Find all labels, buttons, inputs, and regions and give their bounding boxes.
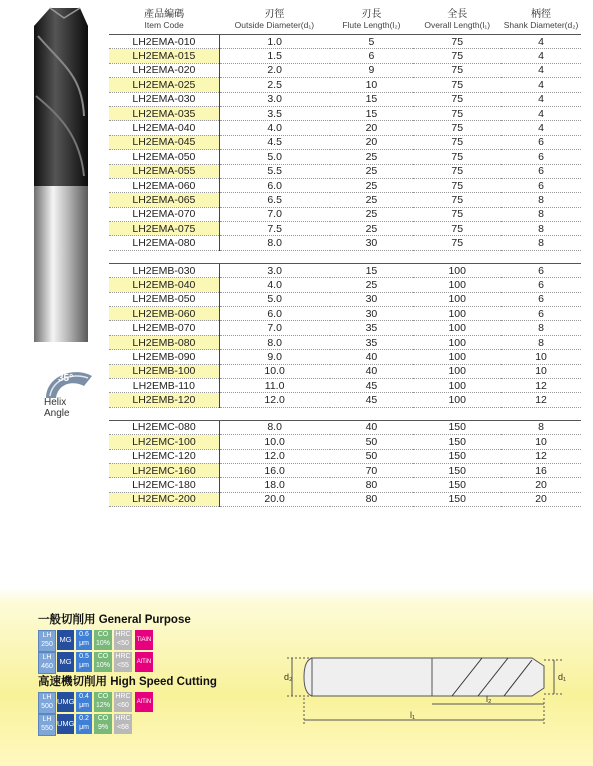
overall-length-cell: 75 <box>413 236 501 250</box>
hardness-chip-text: HRC <box>115 715 131 722</box>
shank-diameter-cell: 6 <box>501 263 581 277</box>
table-row <box>109 435 581 449</box>
flute-length-cell: 25 <box>330 222 414 236</box>
overall-length-cell: 75 <box>413 178 501 192</box>
flute-length-cell: 40 <box>330 350 414 364</box>
grain-size-chip <box>76 714 92 734</box>
table-row <box>109 463 581 477</box>
item-code-cell: LH2EMB-060 <box>109 307 219 321</box>
item-code-cell: LH2EMC-160 <box>109 463 219 477</box>
general-purpose-title-zh: 一般切削用 <box>38 614 96 626</box>
overall-length-cell: 150 <box>413 420 501 434</box>
hardness-chip <box>114 692 132 712</box>
flute-length-cell: 50 <box>330 435 414 449</box>
grain-size-chip-text: μm <box>79 724 89 731</box>
table-row <box>109 278 581 292</box>
outside-diameter-cell: 10.0 <box>219 364 329 378</box>
end-mill-dimension-diagram <box>282 636 572 736</box>
grade-code-chip-text: LH <box>42 694 52 701</box>
flute-length-cell: 80 <box>330 492 414 506</box>
separator-cell <box>109 407 581 420</box>
shank-diameter-cell: 6 <box>501 307 581 321</box>
hardness-chip-text: <50 <box>117 640 129 647</box>
helix-label-line2: Angle <box>44 408 70 419</box>
flute-length-cell: 40 <box>330 420 414 434</box>
coating-chip-text: AlTiN <box>136 699 152 705</box>
material-chip <box>57 652 74 672</box>
shank-diameter-cell: 4 <box>501 63 581 77</box>
grain-size-chip-text: μm <box>79 702 89 709</box>
shank-diameter-cell: 6 <box>501 178 581 192</box>
flute-length-cell: 80 <box>330 478 414 492</box>
item-code-cell: LH2EMC-200 <box>109 492 219 506</box>
outside-diameter-cell: 5.5 <box>219 164 329 178</box>
outside-diameter-cell: 7.5 <box>219 222 329 236</box>
high-speed-title <box>38 673 217 689</box>
high-speed-title-en: High Speed Cutting <box>110 676 217 688</box>
item-code-cell: LH2EMA-050 <box>109 150 219 164</box>
table-row <box>109 193 581 207</box>
item-code-cell: LH2EMA-060 <box>109 178 219 192</box>
diagram-label-d2: d₂ <box>284 672 293 682</box>
item-code-cell: LH2EMB-040 <box>109 278 219 292</box>
overall-length-cell: 75 <box>413 106 501 120</box>
grain-size-chip-text: 0.5 <box>79 653 89 660</box>
outside-diameter-cell: 6.0 <box>219 178 329 192</box>
table-row <box>109 393 581 407</box>
grade-code-chip-text: LH <box>42 716 52 723</box>
outside-diameter-cell: 5.0 <box>219 150 329 164</box>
flute-length-cell: 15 <box>330 263 414 277</box>
table-row <box>109 292 581 306</box>
shank-diameter-cell: 8 <box>501 236 581 250</box>
flute-length-cell: 15 <box>330 106 414 120</box>
cobalt-chip-text: CO <box>97 693 109 700</box>
flute-length-cell: 10 <box>330 78 414 92</box>
overall-length-cell: 100 <box>413 393 501 407</box>
shank-diameter-cell: 10 <box>501 350 581 364</box>
table-row <box>109 335 581 349</box>
coating-chip <box>135 630 153 650</box>
shank-diameter-cell: 4 <box>501 49 581 63</box>
cobalt-chip-text: 12% <box>95 702 110 709</box>
flute-length-cell: 6 <box>330 49 414 63</box>
separator-cell <box>109 250 581 263</box>
flute-length-cell: 30 <box>330 236 414 250</box>
flute-length-cell: 5 <box>330 35 414 49</box>
hardness-chip-text: HRC <box>115 631 131 638</box>
grade-code-chip-text: 550 <box>41 725 53 732</box>
shank-diameter-cell: 10 <box>501 435 581 449</box>
hardness-chip-text: HRC <box>115 693 131 700</box>
hardness-chip <box>114 630 132 650</box>
grade-code-chip <box>38 692 56 714</box>
overall-length-cell: 150 <box>413 463 501 477</box>
shank-diameter-cell: 6 <box>501 292 581 306</box>
grain-size-chip-text: 0.2 <box>79 715 89 722</box>
flute-length-cell: 70 <box>330 463 414 477</box>
table-row <box>109 135 581 149</box>
overall-length-cell: 100 <box>413 263 501 277</box>
shank-diameter-cell: 8 <box>501 321 581 335</box>
outside-diameter-cell: 7.0 <box>219 207 329 221</box>
overall-length-cell: 100 <box>413 364 501 378</box>
table-row <box>109 121 581 135</box>
cobalt-chip <box>94 630 112 650</box>
outside-diameter-cell: 2.5 <box>219 78 329 92</box>
header-flute-length: Flute Length(l₂) <box>330 20 414 35</box>
item-code-cell: LH2EMB-120 <box>109 393 219 407</box>
table-row <box>109 263 581 277</box>
overall-length-cell: 75 <box>413 222 501 236</box>
flute-length-cell: 35 <box>330 321 414 335</box>
table-row <box>109 364 581 378</box>
cobalt-chip <box>94 714 112 734</box>
cobalt-chip-text: CO <box>97 653 109 660</box>
material-chip <box>57 630 74 650</box>
table-row <box>109 92 581 106</box>
outside-diameter-cell: 12.0 <box>219 393 329 407</box>
hardness-chip <box>114 652 132 672</box>
grade-code-chip <box>38 714 56 736</box>
header-row-en <box>109 20 581 35</box>
outside-diameter-cell: 16.0 <box>219 463 329 477</box>
item-code-cell: LH2EMA-015 <box>109 49 219 63</box>
diagram-label-d1: d₁ <box>558 672 567 682</box>
shank-diameter-cell: 8 <box>501 193 581 207</box>
table-row <box>109 63 581 77</box>
coating-chip <box>135 652 153 672</box>
shank-diameter-cell: 20 <box>501 492 581 506</box>
item-code-cell: LH2EMB-090 <box>109 350 219 364</box>
overall-length-cell: 75 <box>413 207 501 221</box>
overall-length-cell: 100 <box>413 335 501 349</box>
item-code-cell: LH2EMA-075 <box>109 222 219 236</box>
diagram-label-l2: l₂ <box>486 694 492 704</box>
item-code-cell: LH2EMC-100 <box>109 435 219 449</box>
header-row-zh <box>109 5 581 20</box>
diagram-label-l1: l₁ <box>410 710 416 720</box>
shank-diameter-cell: 6 <box>501 135 581 149</box>
material-chip-text: MG <box>59 635 72 644</box>
table-row <box>109 420 581 434</box>
item-code-cell: LH2EMB-110 <box>109 378 219 392</box>
item-code-cell: LH2EMA-030 <box>109 92 219 106</box>
overall-length-cell: 100 <box>413 307 501 321</box>
shank-diameter-cell: 12 <box>501 393 581 407</box>
shank-diameter-cell: 12 <box>501 378 581 392</box>
flute-length-cell: 20 <box>330 135 414 149</box>
outside-diameter-cell: 6.0 <box>219 307 329 321</box>
coating-chip-text: TiAlN <box>136 637 152 643</box>
outside-diameter-cell: 1.0 <box>219 35 329 49</box>
outside-diameter-cell: 3.0 <box>219 92 329 106</box>
flute-length-cell: 50 <box>330 449 414 463</box>
item-code-cell: LH2EMA-040 <box>109 121 219 135</box>
flute-length-cell: 25 <box>330 207 414 221</box>
grade-code-chip-text: LH <box>42 654 52 661</box>
item-code-cell: LH2EMB-050 <box>109 292 219 306</box>
spec-table <box>109 5 581 507</box>
shank-diameter-cell: 4 <box>501 35 581 49</box>
table-row <box>109 222 581 236</box>
spec-table-body <box>109 35 581 507</box>
cobalt-chip <box>94 692 112 712</box>
item-code-cell: LH2EMA-070 <box>109 207 219 221</box>
cobalt-chip-text: CO <box>97 631 109 638</box>
overall-length-cell: 100 <box>413 378 501 392</box>
grade-code-chip <box>38 630 56 652</box>
header-shank-diameter-zh: 柄徑 <box>531 9 552 20</box>
end-mill-image <box>24 6 96 346</box>
item-code-cell: LH2EMA-010 <box>109 35 219 49</box>
flute-length-cell: 25 <box>330 150 414 164</box>
overall-length-cell: 75 <box>413 78 501 92</box>
outside-diameter-cell: 4.0 <box>219 121 329 135</box>
general-purpose-title <box>38 611 191 627</box>
item-code-cell: LH2EMA-025 <box>109 78 219 92</box>
header-overall-length: Overall Length(l₁) <box>413 20 501 35</box>
outside-diameter-cell: 9.0 <box>219 350 329 364</box>
outside-diameter-cell: 4.5 <box>219 135 329 149</box>
outside-diameter-cell: 10.0 <box>219 435 329 449</box>
overall-length-cell: 75 <box>413 193 501 207</box>
table-row <box>109 236 581 250</box>
shank-diameter-cell: 4 <box>501 121 581 135</box>
shank-diameter-cell: 20 <box>501 478 581 492</box>
shank-diameter-cell: 8 <box>501 222 581 236</box>
grade-code-chip <box>38 652 56 674</box>
cobalt-chip-text: 10% <box>95 662 110 669</box>
item-code-cell: LH2EMA-055 <box>109 164 219 178</box>
item-code-cell: LH2EMB-030 <box>109 263 219 277</box>
outside-diameter-cell: 1.5 <box>219 49 329 63</box>
grain-size-chip <box>76 652 92 672</box>
flute-length-cell: 45 <box>330 393 414 407</box>
grain-size-chip-text: 0.4 <box>79 693 89 700</box>
flute-length-cell: 30 <box>330 292 414 306</box>
material-chip-text: MG <box>59 657 72 666</box>
header-shank-diameter: Shank Diameter(d₂) <box>501 20 581 35</box>
material-chip-text: UMG <box>57 719 75 728</box>
overall-length-cell: 100 <box>413 350 501 364</box>
overall-length-cell: 75 <box>413 121 501 135</box>
hardness-chip <box>114 714 132 734</box>
flute-length-cell: 25 <box>330 178 414 192</box>
cobalt-chip-text: CO <box>97 715 109 722</box>
overall-length-cell: 150 <box>413 449 501 463</box>
flute-length-cell: 15 <box>330 92 414 106</box>
overall-length-cell: 75 <box>413 35 501 49</box>
outside-diameter-cell: 5.0 <box>219 292 329 306</box>
table-row <box>109 378 581 392</box>
overall-length-cell: 75 <box>413 63 501 77</box>
header-outside-diameter: Outside Diameter(d₁) <box>219 20 329 35</box>
shank-diameter-cell: 4 <box>501 78 581 92</box>
item-code-cell: LH2EMB-100 <box>109 364 219 378</box>
table-row <box>109 478 581 492</box>
outside-diameter-cell: 11.0 <box>219 378 329 392</box>
outside-diameter-cell: 6.5 <box>219 193 329 207</box>
item-code-cell: LH2EMB-070 <box>109 321 219 335</box>
table-row <box>109 307 581 321</box>
overall-length-cell: 150 <box>413 492 501 506</box>
outside-diameter-cell: 3.5 <box>219 106 329 120</box>
grain-size-chip-text: 0.6 <box>79 631 89 638</box>
outside-diameter-cell: 4.0 <box>219 278 329 292</box>
item-code-cell: LH2EMA-035 <box>109 106 219 120</box>
grade-code-chip-text: 460 <box>41 663 53 670</box>
item-code-cell: LH2EMA-020 <box>109 63 219 77</box>
outside-diameter-cell: 3.0 <box>219 263 329 277</box>
header-flute-length-zh: 刃長 <box>361 9 382 20</box>
item-code-cell: LH2EMA-045 <box>109 135 219 149</box>
material-chip <box>57 714 74 734</box>
outside-diameter-cell: 7.0 <box>219 321 329 335</box>
table-row <box>109 106 581 120</box>
grade-code-chip-text: 250 <box>41 641 53 648</box>
flute-length-cell: 25 <box>330 193 414 207</box>
shank-diameter-cell: 4 <box>501 106 581 120</box>
item-code-cell: LH2EMC-120 <box>109 449 219 463</box>
grain-size-chip <box>76 630 92 650</box>
header-overall-length-zh: 全長 <box>447 9 468 20</box>
item-code-cell: LH2EMB-080 <box>109 335 219 349</box>
outside-diameter-cell: 8.0 <box>219 335 329 349</box>
outside-diameter-cell: 18.0 <box>219 478 329 492</box>
outside-diameter-cell: 20.0 <box>219 492 329 506</box>
flute-length-cell: 45 <box>330 378 414 392</box>
grain-size-chip-text: μm <box>79 640 89 647</box>
hardness-chip-text: <60 <box>117 702 129 709</box>
group-separator <box>109 407 581 420</box>
grain-size-chip <box>76 692 92 712</box>
overall-length-cell: 75 <box>413 135 501 149</box>
coating-chip <box>135 692 153 712</box>
table-row <box>109 35 581 49</box>
table-row <box>109 164 581 178</box>
cobalt-chip-text: 10% <box>95 640 110 647</box>
table-row <box>109 178 581 192</box>
overall-length-cell: 75 <box>413 49 501 63</box>
header-item-code-zh: 產品編碼 <box>144 9 185 20</box>
flute-length-cell: 25 <box>330 164 414 178</box>
grain-size-chip-text: μm <box>79 662 89 669</box>
flute-length-cell: 20 <box>330 121 414 135</box>
shank-diameter-cell: 6 <box>501 278 581 292</box>
shank-diameter-cell: 8 <box>501 335 581 349</box>
table-row <box>109 492 581 506</box>
item-code-cell: LH2EMC-080 <box>109 420 219 434</box>
flute-length-cell: 35 <box>330 335 414 349</box>
material-chip <box>57 692 74 712</box>
table-row <box>109 321 581 335</box>
shank-diameter-cell: 6 <box>501 164 581 178</box>
shank-diameter-cell: 4 <box>501 92 581 106</box>
shank-diameter-cell: 10 <box>501 364 581 378</box>
outside-diameter-cell: 2.0 <box>219 63 329 77</box>
overall-length-cell: 150 <box>413 435 501 449</box>
cobalt-chip-text: 9% <box>97 724 109 731</box>
shank-diameter-cell: 8 <box>501 207 581 221</box>
hardness-chip-text: HRC <box>115 653 131 660</box>
item-code-cell: LH2EMA-080 <box>109 236 219 250</box>
high-speed-title-zh: 高速機切削用 <box>38 676 107 688</box>
overall-length-cell: 75 <box>413 92 501 106</box>
helix-angle-value: 35° <box>58 373 74 384</box>
overall-length-cell: 100 <box>413 321 501 335</box>
general-purpose-title-en: General Purpose <box>98 614 191 626</box>
header-outside-diameter-zh: 刃徑 <box>264 9 285 20</box>
hardness-chip-text: <68 <box>117 724 129 731</box>
item-code-cell: LH2EMC-180 <box>109 478 219 492</box>
outside-diameter-cell: 12.0 <box>219 449 329 463</box>
overall-length-cell: 100 <box>413 278 501 292</box>
grade-code-chip-text: LH <box>42 632 52 639</box>
overall-length-cell: 75 <box>413 150 501 164</box>
table-row <box>109 449 581 463</box>
header-item-code: Item Code <box>109 20 219 35</box>
shank-diameter-cell: 8 <box>501 420 581 434</box>
coating-chip-text: AlTiN <box>136 659 152 665</box>
flute-length-cell: 40 <box>330 364 414 378</box>
table-row <box>109 78 581 92</box>
group-separator <box>109 250 581 263</box>
item-code-cell: LH2EMA-065 <box>109 193 219 207</box>
table-row <box>109 207 581 221</box>
table-row <box>109 350 581 364</box>
overall-length-cell: 150 <box>413 478 501 492</box>
shank-diameter-cell: 12 <box>501 449 581 463</box>
material-chip-text: UMG <box>57 697 75 706</box>
cobalt-chip <box>94 652 112 672</box>
flute-length-cell: 30 <box>330 307 414 321</box>
hardness-chip-text: <55 <box>117 662 129 669</box>
flute-length-cell: 9 <box>330 63 414 77</box>
shank-diameter-cell: 6 <box>501 150 581 164</box>
overall-length-cell: 75 <box>413 164 501 178</box>
shank-diameter-cell: 16 <box>501 463 581 477</box>
flute-length-cell: 25 <box>330 278 414 292</box>
helix-angle-label <box>44 397 70 419</box>
helix-label-line1: Helix <box>44 397 67 408</box>
overall-length-cell: 100 <box>413 292 501 306</box>
outside-diameter-cell: 8.0 <box>219 236 329 250</box>
table-row <box>109 150 581 164</box>
grade-code-chip-text: 500 <box>41 703 53 710</box>
outside-diameter-cell: 8.0 <box>219 420 329 434</box>
table-row <box>109 49 581 63</box>
